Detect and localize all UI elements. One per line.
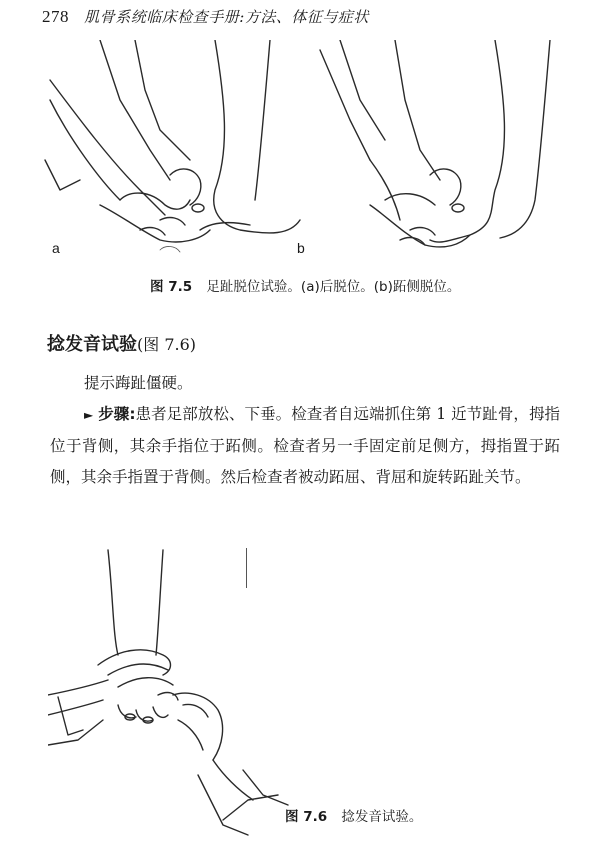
figure-7-5-illustration bbox=[40, 40, 570, 265]
steps-label: 步骤: bbox=[98, 405, 136, 423]
section-heading bbox=[47, 330, 196, 356]
figure-7-6-caption-text: 捻发音试验。 bbox=[341, 809, 423, 825]
steps-paragraph bbox=[50, 399, 560, 493]
section-figure-ref: (图 7.6) bbox=[137, 335, 197, 354]
page-header bbox=[42, 6, 369, 27]
figure-7-5-caption bbox=[150, 275, 460, 295]
figure-7-6-number: 图 7.6 bbox=[285, 809, 328, 825]
figure-7-5-caption-text: 足趾脱位试验。(a)后脱位。(b)跖侧脱位。 bbox=[206, 279, 461, 295]
figure-7-5-number: 图 7.5 bbox=[150, 279, 193, 295]
section-title: 捻发音试验 bbox=[47, 334, 137, 355]
foot-dislocation-drawing bbox=[40, 40, 570, 265]
panel-b-label: b bbox=[297, 240, 305, 256]
figure-7-6-illustration bbox=[48, 545, 308, 840]
figure-7-6-caption bbox=[285, 805, 422, 825]
crepitus-test-drawing bbox=[48, 545, 308, 840]
panel-a-label: a bbox=[52, 240, 60, 256]
indication-paragraph: 提示踇趾僵硬。 bbox=[84, 374, 193, 392]
page-number: 278 bbox=[42, 7, 69, 26]
arrow-marker-icon: ► bbox=[84, 408, 94, 422]
steps-text: 患者足部放松、下垂。检查者自远端抓住第 1 近节趾骨，拇指位于背侧，其余手指位于跖侧。检查者另一手固定前足侧方，拇指置于跖侧，其余手指置于背侧。然后检查者被动跖屈、背屈和旋转跖趾关节。 bbox=[50, 405, 561, 486]
running-title: 肌骨系统临床检查手册:方法、体征与症状 bbox=[84, 8, 369, 26]
